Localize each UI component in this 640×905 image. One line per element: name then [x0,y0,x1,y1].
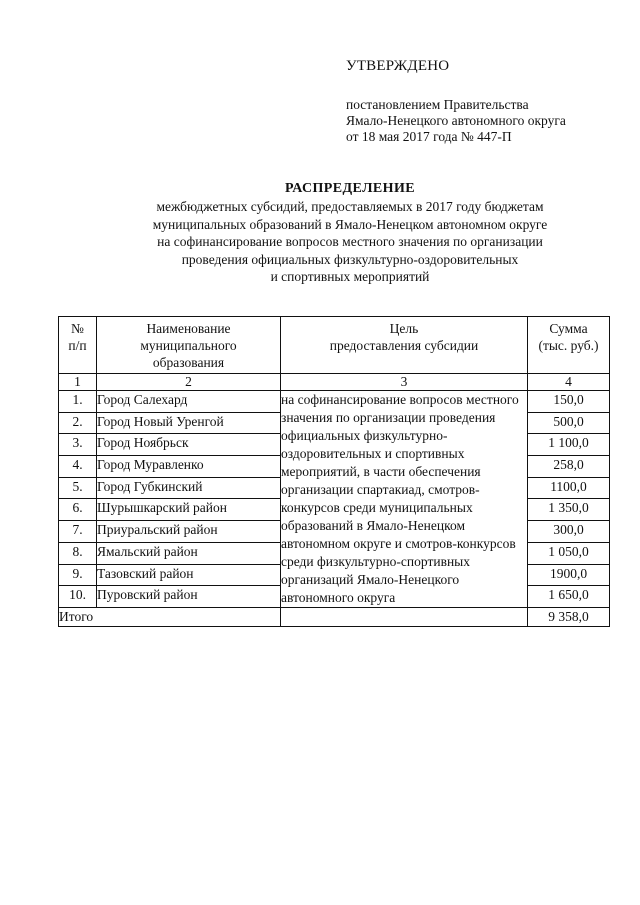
approval-line: от 18 мая 2017 года № 447-П [346,129,512,144]
row-number: 6. [59,499,97,521]
row-number: 1. [59,391,97,413]
column-index: 3 [281,374,528,391]
row-number: 4. [59,456,97,478]
header-num: № п/п [59,317,97,374]
subtitle-line: муниципальных образований в Ямало-Ненецком автономном округе [152,216,548,232]
subsidy-amount: 300,0 [528,521,610,543]
subsidy-amount: 1 350,0 [528,499,610,521]
approval-heading: УТВЕРЖДЕНО [346,58,450,74]
municipality-name: Ямальский район [97,542,281,564]
row-number: 9. [59,564,97,586]
municipality-name: Город Ноябрьск [97,434,281,456]
header-goal: Цель предоставления субсидии [281,317,528,374]
municipality-name: Пуровский район [97,586,281,608]
document-title-block [60,180,640,286]
column-index: 1 [59,374,97,391]
header-name: Наименование муниципального образования [97,317,281,374]
document-title: РАСПРЕДЕЛЕНИЕ [285,181,415,196]
table-row [59,391,610,413]
approval-line: постановлением Правительства [346,97,529,112]
subsidy-amount: 1100,0 [528,477,610,499]
subsidy-amount: 1 100,0 [528,434,610,456]
approval-block [346,58,566,145]
municipality-name: Шурышкарский район [97,499,281,521]
row-number: 2. [59,412,97,434]
approval-line: Ямало-Ненецкого автономного округа [346,113,566,128]
subsidy-amount: 500,0 [528,412,610,434]
subsidy-purpose: на софинансирование вопросов местного значения по организации проведения официальных физкультурно-оздоровительных и спортивных мероприятий, в части обеспечения организации спартакиад, смотров-конкурсов среди муниципальных образований в Ямало-Ненецком автономном округе и смотров-конкурсов среди физкультурно-спортивных организаций Ямало-Ненецкого автономного округа [281,391,528,608]
column-index: 2 [97,374,281,391]
row-number: 7. [59,521,97,543]
subsidy-amount: 150,0 [528,391,610,413]
subsidy-amount: 258,0 [528,456,610,478]
subtitle-line: и спортивных мероприятий [270,269,430,284]
column-index: 4 [528,374,610,391]
row-number: 3. [59,434,97,456]
municipality-name: Приуральский район [97,521,281,543]
subsidy-amount: 1 050,0 [528,542,610,564]
subsidy-amount: 1 650,0 [528,586,610,608]
total-amount: 9 358,0 [528,608,610,627]
total-label: Итого [59,608,281,627]
table-header-row [59,317,610,374]
municipality-name: Город Новый Уренгой [97,412,281,434]
total-empty-cell [281,608,528,627]
municipality-name: Город Салехард [97,391,281,413]
subtitle-line: на софинансирование вопросов местного значения по организации [157,234,543,249]
row-number: 5. [59,477,97,499]
header-sum: Сумма (тыс. руб.) [528,317,610,374]
subsidy-amount: 1900,0 [528,564,610,586]
row-number: 10. [59,586,97,608]
municipality-name: Город Губкинский [97,477,281,499]
municipality-name: Тазовский район [97,564,281,586]
total-row [59,608,610,627]
column-index-row [59,374,610,391]
distribution-table [58,316,610,627]
municipality-name: Город Муравленко [97,456,281,478]
subtitle-line: проведения официальных физкультурно-оздоровительных [181,251,519,267]
row-number: 8. [59,542,97,564]
subtitle-line: межбюджетных субсидий, предоставляемых в 2017 году бюджетам [156,199,544,214]
